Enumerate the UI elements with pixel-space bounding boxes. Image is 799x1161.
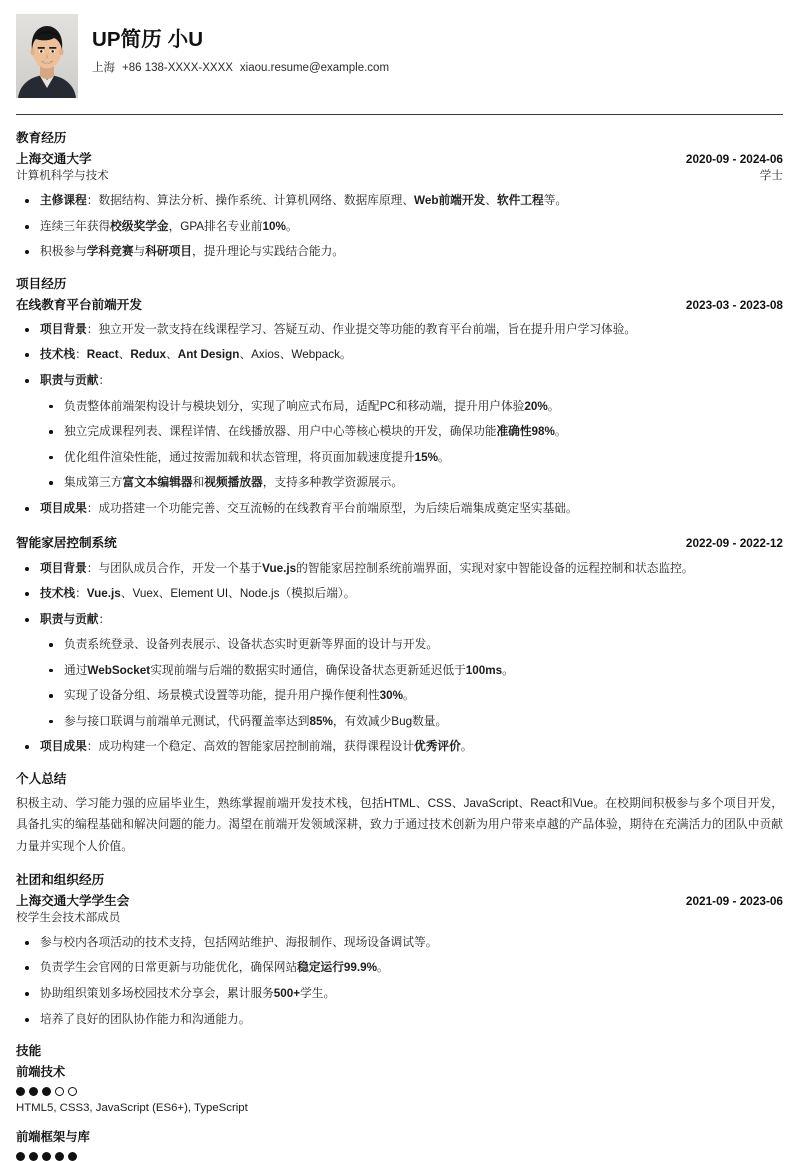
section-title-skills: 技能 [16,1044,42,1059]
skill-group-1 [16,1064,783,1117]
header-text-block [92,14,783,76]
rating-dot-filled [42,1087,51,1096]
rating-dot-empty [55,1087,64,1096]
resume-header [16,14,783,108]
section-summary [16,771,783,857]
skill-group-2 [16,1129,783,1161]
project-2-name: 智能家居控制系统 [16,536,117,551]
project-2-header [16,534,783,552]
section-title-summary: 个人总结 [16,771,67,786]
list-item: 项目背景：独立开发一款支持在线课程学习、答疑互动、作业提交等功能的教育平台前端，旨在提升用户学习体验。 [16,321,783,339]
organization-role: 校学生会技术部成员 [16,911,121,925]
avatar [16,14,78,98]
list-item: 负责系统登录、设备列表展示、设备状态实时更新等界面的设计与开发。 [40,636,783,654]
list-item: 培养了良好的团队协作能力和沟通能力。 [16,1011,783,1029]
list-item: 积极参与学科竞赛与科研项目，提升理论与实践结合能力。 [16,243,783,261]
rating-dot-filled [55,1152,64,1161]
project-2-bullets [16,560,783,756]
contact-location: 上海 [92,61,115,74]
rating-dot-filled [16,1152,25,1161]
skill-1-description: HTML5, CSS3, JavaScript (ES6+), TypeScript [16,1101,248,1114]
section-organization [16,872,783,1028]
education-entry-header [16,150,783,168]
page-title: UP简历 小U [92,28,204,51]
project-entry-2 [16,534,783,756]
list-item: 项目成果：成功构建一个稳定、高效的智能家居控制前端，获得课程设计优秀评价。 [16,738,783,756]
skill-1-rating [16,1087,783,1096]
project-2-duties [40,636,783,730]
list-item: 项目成果：成功搭建一个功能完善、交互流畅的在线教育平台前端原型，为后续后端集成奠定坚实基础。 [16,500,783,518]
education-school: 上海交通大学 [16,152,92,166]
contact-phone: +86 138-XXXX-XXXX [122,61,233,74]
summary-text: 积极主动、学习能力强的应届毕业生，熟练掌握前端开发技术栈，包括HTML、CSS、JavaScript、React和Vue。在校期间积极参与多个项目开发，具备扎实的编程基础和解决问题的能力。渴望在前端开发领域深耕，致力于通过技术创新为用户带来卓越的产品体验，期待在充满活力的团队中贡献力量并实现个人价值。 [16,796,783,853]
organization-date: 2021-09 - 2023-06 [685,893,783,908]
list-item: 独立完成课程列表、课程详情、在线播放器、用户中心等核心模块的开发，确保功能准确性98%。 [40,423,783,441]
project-1-header [16,296,783,314]
education-date: 2020-09 - 2024-06 [685,152,783,166]
project-1-duties [40,398,783,492]
list-item: 连续三年获得校级奖学金，GPA排名专业前10%。 [16,218,783,236]
skill-1-name: 前端技术 [16,1065,66,1080]
rating-dot-filled [16,1087,25,1096]
organization-entry [16,892,783,1028]
section-projects [16,276,783,756]
list-item: 参与接口联调与前端单元测试，代码覆盖率达到85%，有效减少Bug数量。 [40,713,783,731]
organization-name: 上海交通大学学生会 [16,893,130,908]
section-skills [16,1043,783,1161]
rating-dot-filled [68,1152,77,1161]
list-item: 实现了设备分组、场景模式设置等功能，提升用户操作便利性30%。 [40,687,783,705]
project-entry-1 [16,296,783,518]
list-item: 协助组织策划多场校园技术分享会，累计服务500+学生。 [16,985,783,1003]
section-title-education: 教育经历 [16,131,67,145]
rating-dot-filled [42,1152,51,1161]
organization-bullets [16,934,783,1028]
skill-2-rating [16,1152,783,1161]
list-item: 负责学生会官网的日常更新与功能优化，确保网站稳定运行99.9%。 [16,959,783,977]
contact-email: xiaou.resume@example.com [239,61,390,74]
list-item: 技术栈：React、Redux、Ant Design、Axios、Webpack。 [16,346,783,364]
project-1-date: 2023-03 - 2023-08 [685,297,783,312]
education-entry [16,150,783,261]
project-1-bullets [16,321,783,517]
project-1-name: 在线教育平台前端开发 [16,297,142,312]
organization-entry-subheader [16,910,783,927]
list-item: 主修课程：数据结构、算法分析、操作系统、计算机网络、数据库原理、Web前端开发、软件工程等。 [16,192,783,210]
rating-dot-empty [68,1087,77,1096]
list-item: 负责整体前端架构设计与模块划分，实现了响应式布局，适配PC和移动端，提升用户体验20%。 [40,398,783,416]
list-item: 职责与贡献： 负责整体前端架构设计与模块划分，实现了响应式布局，适配PC和移动端，提升用户体验20%。 独立完成课程列表、课程详情、在线播放器、用户中心等核心模块的开发，确保功能准确性98%。 优化组件渲染性能，通过按需加载和状态管理，将页面加载速度提升15%。 集成第三方富文本编辑器和视频播放器，支持多种教学资源展示。 [16,372,783,492]
rating-dot-filled [29,1152,38,1161]
list-item: 优化组件渲染性能，通过按需加载和状态管理，将页面加载速度提升15%。 [40,449,783,467]
education-major: 计算机科学与技术 [16,169,109,183]
section-title-organization: 社团和组织经历 [16,872,105,887]
list-item: 参与校内各项活动的技术支持，包括网站维护、海报制作、现场设备调试等。 [16,934,783,952]
education-entry-subheader [16,168,783,185]
list-item: 集成第三方富文本编辑器和视频播放器，支持多种教学资源展示。 [40,474,783,492]
education-bullets [16,192,783,261]
project-2-date: 2022-09 - 2022-12 [685,536,783,551]
organization-entry-header [16,892,783,910]
list-item: 职责与贡献： 负责系统登录、设备列表展示、设备状态实时更新等界面的设计与开发。 通过WebSocket实现前端与后端的数据实时通信，确保设备状态更新延迟低于100ms。 实现了设备分组、场景模式设置等功能，提升用户操作便利性30%。 参与接口联调与前端单元测试，代码覆盖率达到85%，有效减少Bug数量。 [16,611,783,731]
list-item: 项目背景：与团队成员合作，开发一个基于Vue.js的智能家居控制系统前端界面，实现对家中智能设备的远程控制和状态监控。 [16,560,783,578]
list-item: 技术栈：Vue.js、Vuex、Element UI、Node.js（模拟后端）。 [16,585,783,603]
header-divider [16,114,783,115]
education-degree: 学士 [759,169,783,183]
skill-2-name: 前端框架与库 [16,1129,90,1144]
section-education [16,130,783,261]
contact-line [92,61,783,76]
rating-dot-filled [29,1087,38,1096]
list-item: 通过WebSocket实现前端与后端的数据实时通信，确保设备状态更新延迟低于100ms。 [40,662,783,680]
section-title-projects: 项目经历 [16,276,67,291]
